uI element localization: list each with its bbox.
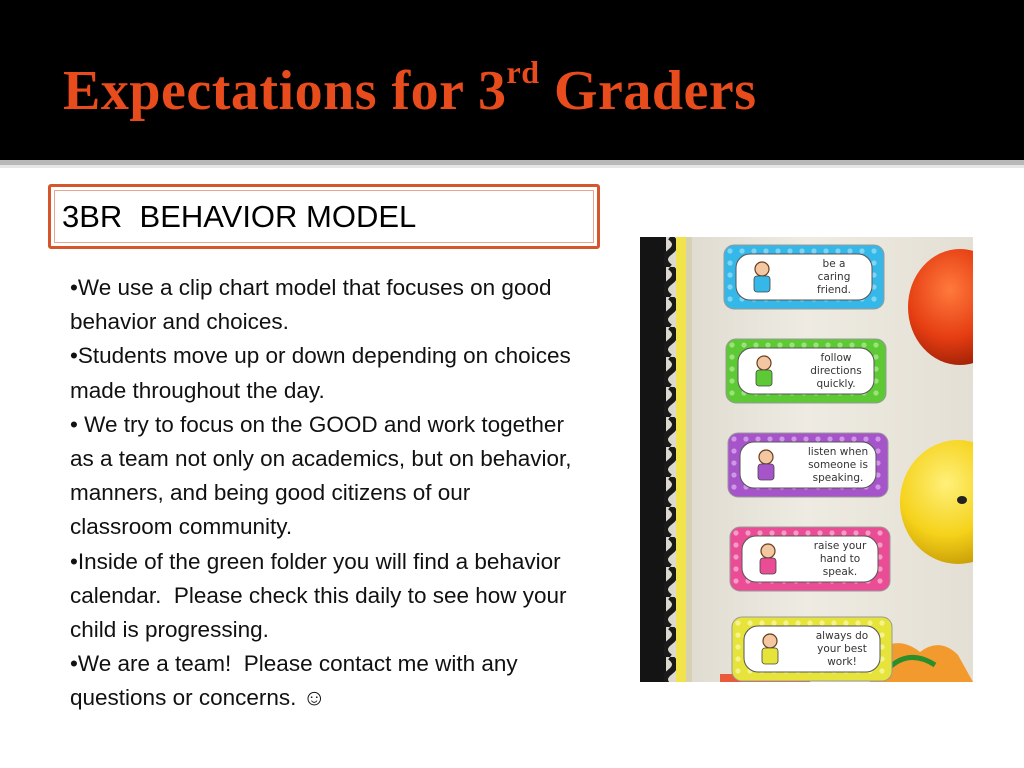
behavior-card-3-line-3: speaking. bbox=[812, 472, 864, 484]
behavior-card-5-line-2: your best bbox=[817, 643, 867, 655]
bullet-item-4: •Inside of the green folder you will find a behavior calendar. Please check this daily to see how your child is progressing. bbox=[70, 548, 573, 643]
bullet-item-3: • We try to focus on the GOOD and work together as a team not only on academics, but on behavior, manners, and being good citizens of our classroom community. bbox=[70, 411, 578, 540]
slide-title-end: Graders bbox=[539, 60, 757, 122]
bullet-list bbox=[70, 271, 578, 716]
behavior-card-5-line-3: work! bbox=[827, 656, 857, 668]
slide-title bbox=[63, 56, 757, 126]
section-heading-box bbox=[48, 184, 600, 249]
behavior-card-4-line-2: hand to bbox=[819, 553, 861, 565]
behavior-card-4-line-3: speak. bbox=[822, 566, 858, 578]
bullet-item-2: •Students move up or down depending on choices made throughout the day. bbox=[70, 343, 577, 403]
behavior-card-1-line-2: caring bbox=[817, 271, 851, 283]
trim-shadow bbox=[686, 237, 692, 682]
slide-title-superscript: rd bbox=[506, 54, 540, 90]
bullet-item-5: •We are a team! Please contact me with any questions or concerns. ☺ bbox=[70, 651, 524, 711]
behavior-card-5-line-1: always do bbox=[815, 630, 869, 642]
dark-border-strip bbox=[640, 237, 666, 682]
behavior-card-2-line-1: follow bbox=[820, 352, 852, 364]
scalloped-border bbox=[664, 237, 676, 682]
behavior-card-4 bbox=[730, 527, 890, 591]
behavior-card-3-line-1: listen when bbox=[807, 446, 869, 458]
behavior-card-1-line-1: be a bbox=[822, 258, 846, 270]
behavior-card-2-line-3: quickly. bbox=[816, 378, 856, 390]
behavior-card-4-line-1: raise your bbox=[813, 540, 867, 552]
bullet-item-1: •We use a clip chart model that focuses on good behavior and choices. bbox=[70, 275, 558, 335]
behavior-chart-illustration bbox=[640, 237, 973, 682]
behavior-chart-photo bbox=[640, 237, 973, 682]
behavior-card-2-line-2: directions bbox=[810, 365, 862, 377]
section-heading: 3BR BEHAVIOR MODEL bbox=[62, 199, 417, 234]
behavior-card-1 bbox=[724, 245, 884, 309]
behavior-card-5 bbox=[732, 617, 892, 681]
slide-title-main: Expectations for 3 bbox=[63, 60, 507, 122]
behavior-card-3-line-2: someone is bbox=[808, 459, 868, 471]
behavior-card-2 bbox=[726, 339, 886, 403]
title-divider-light bbox=[0, 165, 1024, 168]
apple-seed bbox=[957, 496, 967, 504]
yellow-trim bbox=[676, 237, 686, 682]
behavior-card-3 bbox=[728, 433, 888, 497]
behavior-card-1-line-3: friend. bbox=[816, 284, 852, 296]
